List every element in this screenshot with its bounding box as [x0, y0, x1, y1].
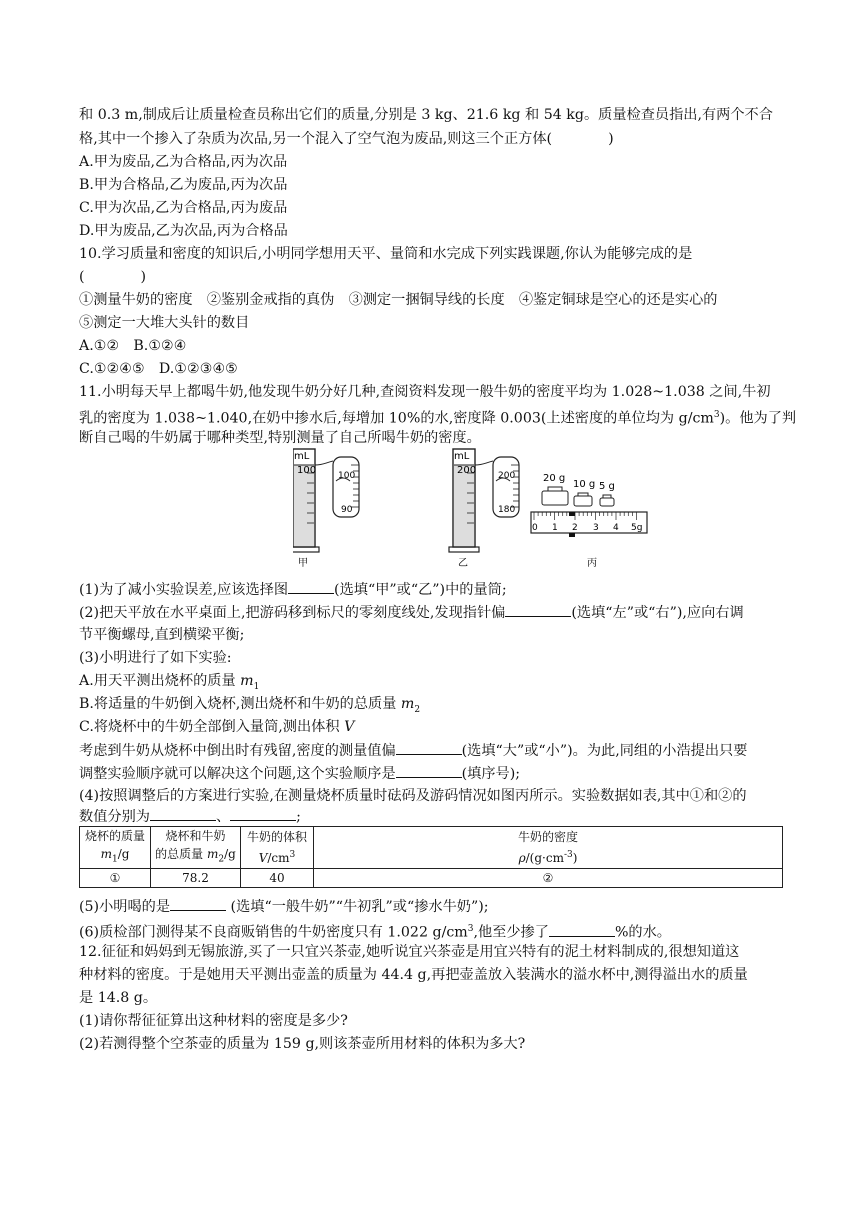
cell-beaker-mass: ① [80, 869, 151, 888]
blank-8[interactable] [549, 922, 615, 937]
cyl-b-mag-bottom: 180 [498, 505, 516, 515]
blank-6[interactable] [230, 806, 296, 821]
q9-option-a: A.甲为废品,乙为合格品,丙为次品 [79, 154, 288, 170]
q11-part-5: (5)小明喝的是 (选填“一般牛奶”“牛初乳”或“掺水牛奶”); [79, 896, 489, 917]
data-table [79, 826, 783, 888]
weight-10g-label: 10 g [573, 479, 596, 490]
cyl-b-unit: mL [454, 451, 470, 462]
q11-part-6: (6)质检部门测得某不良商贩销售的牛奶密度只有 1.022 $g/cm^3$,他至少掺了 %的水。 [79, 919, 671, 943]
caption-a: 甲 [298, 558, 308, 569]
q9-line-2: 格,其中一个掺入了杂质为次品,另一个混入了空气泡为废品,则这三个正方体( ) [79, 131, 614, 147]
blank-1[interactable] [288, 579, 334, 594]
q11-part-2-line-1: (2)把天平放在水平桌面上,把游码移到标尺的零刻度线处,发现指针偏 (选填“左”或“右”),应向右调 [79, 602, 744, 623]
q9-line-1: 和 0.3 m,制成后让质量检查员称出它们的质量,分别是 3 kg、21.6 kg 和 54 kg。质量检查员指出,有两个不合 [79, 107, 773, 123]
q9-option-d: D.甲为废品,乙为次品,丙为合格品 [79, 223, 288, 239]
experiment-figure [293, 445, 653, 570]
header-density: 牛奶的密度 $\rho/(g\cdot cm^{-3})$ [314, 827, 783, 869]
q12-sub-2: (2)若测得整个空茶壶的质量为 159 g,则该茶壶所用材料的体积为多大? [79, 1036, 526, 1052]
cyl-b-top-mark: 200 [457, 465, 477, 476]
table-header-row [80, 827, 783, 869]
cylinder-b [449, 449, 519, 569]
q11-intro-3: 断自己喝的牛奶属于哪种类型,特别测量了自己所喝牛奶的密度。 [79, 430, 481, 446]
ruler-tick-2: 2 [572, 523, 578, 533]
q12-line-2: 种材料的密度。于是她用天平测出壶盖的质量为 44.4 g,再把壶盖放入装满水的溢水杯中,测得溢出水的质量 [79, 967, 748, 983]
cyl-a-mag-top: 100 [338, 471, 356, 481]
q11-intro-2: 乳的密度为 1.038~1.040,在奶中掺水后,每增加 10%的水,密度降 0.003(上述密度的单位均为 $g/cm^3$)。他为了判 [79, 410, 797, 427]
weight-10g [574, 493, 592, 506]
q9-option-b: B.甲为合格品,乙为废品,丙为次品 [79, 177, 288, 193]
q10-items-1: ①测量牛奶的密度 ②鉴别金戒指的真伪 ③测定一捆铜导线的长度 ④鉴定铜球是空心的还是实心的 [79, 292, 718, 308]
weights-and-ruler [531, 473, 647, 569]
cyl-a-top-mark: 100 [297, 465, 317, 476]
q10-answer-paren: ( ) [79, 269, 147, 285]
caption-b: 乙 [458, 558, 468, 569]
q11-step-c: C.将烧杯中的牛奶全部倒入量筒,测出体积 V [79, 719, 355, 735]
blank-7[interactable] [170, 896, 226, 911]
weight-5g-label: 5 g [599, 481, 615, 492]
header-volume: 牛奶的体积 $V/cm^3$ [241, 827, 314, 869]
cell-volume: 40 [241, 869, 314, 888]
ruler-tick-3: 3 [593, 523, 599, 533]
blank-4[interactable] [396, 763, 462, 778]
ruler [531, 512, 647, 533]
weight-20g [542, 487, 568, 505]
cyl-a-unit: mL [294, 451, 310, 462]
blank-5[interactable] [150, 806, 216, 821]
q11-step-a: A.用天平测出烧杯的质量 $m_1$ [79, 673, 260, 692]
ruler-tick-0: 0 [532, 523, 538, 533]
cylinder-a [293, 449, 359, 569]
cyl-a-mag-bottom: 90 [341, 505, 353, 515]
q11-part-3-analysis-1: 考虑到牛奶从烧杯中倒出时有残留,密度的测量值偏 (选填“大”或“小”)。为此,同组的小浩提出只要 [79, 740, 747, 761]
header-beaker-mass: 烧杯的质量 $m_1/g$ [80, 827, 151, 869]
q11-part-4-line-2: 数值分别为 、 ; [79, 806, 301, 827]
cyl-b-mag-top: 200 [498, 471, 516, 481]
weight-5g [600, 495, 614, 506]
cell-density: ② [314, 869, 783, 888]
ruler-tick-5: 5g [631, 523, 643, 533]
q10-options-cd: C.①②④⑤ D.①②③④⑤ [79, 361, 238, 377]
q10-items-2: ⑤测定一大堆大头针的数目 [79, 315, 250, 331]
ruler-tick-1: 1 [552, 523, 558, 533]
q11-step-b: B.将适量的牛奶倒入烧杯,测出烧杯和牛奶的总质量 $m_2$ [79, 696, 421, 715]
q12-sub-1: (1)请你帮征征算出这种材料的密度是多少? [79, 1013, 348, 1029]
q11-part-4-line-1: (4)按照调整后的方案进行实验,在测量烧杯质量时砝码及游码情况如图丙所示。实验数据如表,其中①和②的 [79, 788, 747, 804]
q12-line-1: 12.征征和妈妈到无锡旅游,买了一只宜兴茶壶,她听说宜兴茶壶是用宜兴特有的泥土材料制成的,很想知道这 [79, 944, 740, 960]
q11-part-1: (1)为了减小实验误差,应该选择图 (选填“甲”或“乙”)中的量筒; [79, 579, 507, 600]
q11-intro-1: 11.小明每天早上都喝牛奶,他发现牛奶分好几种,查阅资料发现一般牛奶的密度平均为 1.028~1.038 之间,牛初 [79, 384, 771, 400]
q11-part-3: (3)小明进行了如下实验: [79, 650, 232, 666]
caption-c: 丙 [587, 558, 597, 569]
cell-total-mass: 78.2 [151, 869, 241, 888]
blank-3[interactable] [396, 740, 462, 755]
q11-part-3-analysis-2: 调整实验顺序就可以解决这个问题,这个实验顺序是 (填序号); [79, 763, 520, 784]
q11-part-2-line-2: 节平衡螺母,直到横梁平衡; [79, 627, 245, 643]
rider-top [569, 512, 575, 516]
q10-options-ab: A.①② B.①②④ [79, 338, 187, 354]
ruler-tick-4: 4 [613, 523, 619, 533]
weight-20g-label: 20 g [543, 473, 566, 484]
blank-2[interactable] [505, 602, 571, 617]
rider-bottom [569, 533, 575, 537]
header-total-mass: 烧杯和牛奶 的总质量 $m_2/g$ [151, 827, 241, 869]
table-row [80, 869, 783, 888]
q9-option-c: C.甲为次品,乙为合格品,丙为废品 [79, 200, 288, 216]
q12-line-3: 是 14.8 g。 [79, 990, 158, 1006]
q10-stem: 10.学习质量和密度的知识后,小明同学想用天平、量筒和水完成下列实践课题,你认为能够完成的是 [79, 246, 693, 262]
